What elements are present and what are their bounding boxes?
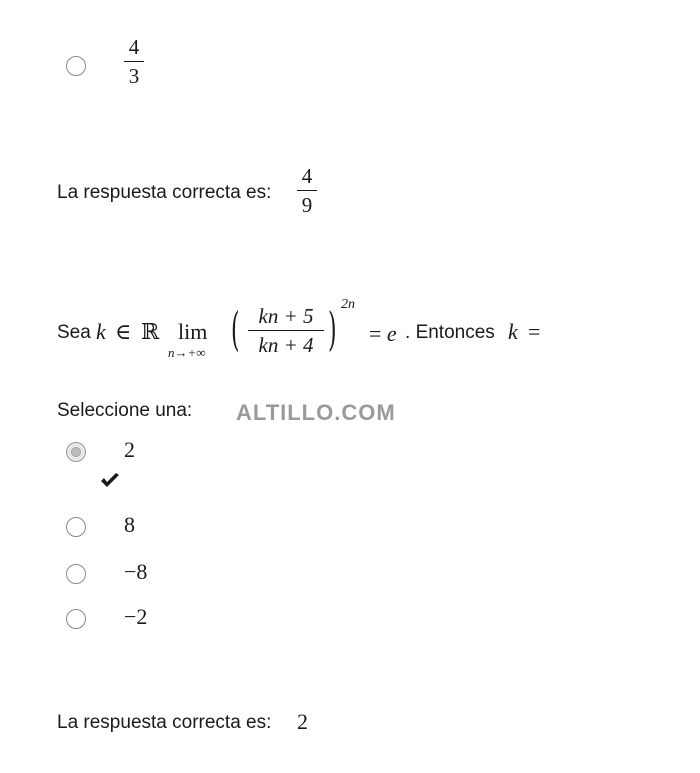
- reals-symbol: ℝ: [141, 319, 160, 344]
- fraction-numerator: 4: [301, 164, 313, 188]
- fraction-denominator: 9: [301, 193, 313, 218]
- exponent: 2n: [341, 297, 355, 312]
- right-parenthesis: ): [328, 305, 337, 358]
- check-icon: [99, 472, 121, 490]
- option-radio[interactable]: [66, 609, 86, 629]
- option-radio[interactable]: [66, 564, 86, 584]
- limit-operator: lim: [178, 319, 208, 344]
- entonces-word: Entonces: [415, 322, 495, 343]
- correct-answer-value: 2: [297, 709, 308, 734]
- fraction-numerator: kn + 5: [258, 304, 314, 328]
- equals-end: =: [528, 319, 541, 344]
- fraction-bar: [124, 61, 144, 62]
- euler-e: e: [386, 321, 397, 346]
- element-of-symbol: ∈: [115, 319, 132, 344]
- fraction-bar: [297, 190, 317, 191]
- fraction-numerator: 4: [128, 35, 140, 59]
- question-prefix: Sea: [57, 322, 91, 343]
- fraction-denominator: 3: [128, 64, 140, 89]
- equals-e: [369, 321, 397, 347]
- period: .: [405, 322, 411, 343]
- option-label: −8: [124, 559, 148, 584]
- correct-answer-label: La respuesta correcta es:: [57, 712, 272, 733]
- option-label: −2: [124, 604, 148, 629]
- var-k: k: [96, 319, 106, 344]
- equals-sign: =: [369, 321, 387, 346]
- select-one-label: Seleccione una:: [57, 400, 193, 421]
- left-parenthesis: (: [231, 305, 240, 358]
- option-label: 8: [124, 512, 135, 537]
- limit-subscript: n→+∞: [168, 345, 206, 360]
- then-text: [405, 322, 495, 344]
- option-radio-prev-4-3[interactable]: [66, 56, 86, 76]
- fraction-bar: [248, 330, 324, 331]
- watermark: ALTILLO.COM: [236, 400, 396, 425]
- option-label: 2: [124, 437, 135, 462]
- fraction-denominator: kn + 4: [258, 333, 314, 358]
- option-radio[interactable]: [66, 517, 86, 537]
- prev-correct-answer-fraction: [297, 166, 317, 216]
- limit-fraction: [248, 306, 324, 356]
- option-radio-selected[interactable]: [66, 442, 86, 462]
- var-k-end: k: [508, 319, 518, 344]
- prev-correct-answer-label: La respuesta correcta es:: [57, 182, 272, 203]
- option-fraction-4-3: [124, 37, 144, 87]
